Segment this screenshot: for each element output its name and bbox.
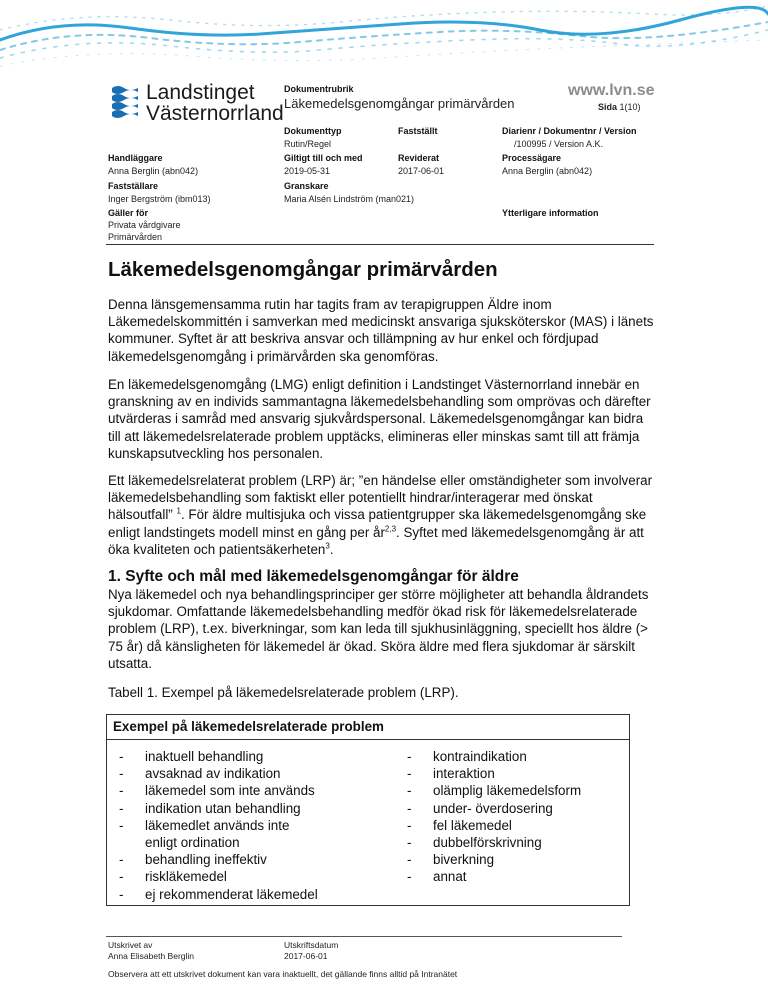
header-wave-decoration — [0, 0, 768, 80]
list-item: - biverkning — [407, 852, 495, 868]
list-item: - fel läkemedel — [407, 817, 512, 833]
doc-type-value: Rutin/Regel — [284, 139, 332, 149]
print-date-value: 2017-06-01 — [284, 951, 328, 961]
list-item: - läkemedlet används inte enligt ordination — [119, 817, 290, 851]
definition-paragraph — [108, 376, 656, 462]
doc-type-label: Dokumenttyp — [284, 126, 342, 136]
granskare-label: Granskare — [284, 181, 329, 191]
galler-value-2: Primärvården — [108, 232, 163, 242]
org-name-line2: Västernorrland — [146, 102, 284, 125]
footnote-ref-2[interactable]: 2,3 — [384, 524, 397, 534]
org-name — [146, 82, 284, 124]
footer-notice: Observera att ett utskrivet dokument kan vara inaktuellt, det gällande finns alltid på Intranätet — [108, 969, 458, 979]
faststallt-label: Fastställt — [398, 126, 438, 136]
list-item: - avsaknad av indikation — [119, 766, 281, 782]
giltigt-label: Giltigt till och med — [284, 153, 363, 163]
page-prefix: Sida — [598, 102, 618, 112]
processagare-value: Anna Berglin (abn042) — [502, 166, 593, 176]
galler-label: Gäller för — [108, 208, 149, 218]
list-item: - interaktion — [407, 766, 495, 782]
header-divider — [106, 244, 654, 245]
processagare-label: Processägare — [502, 153, 562, 163]
landstinget-logo-icon — [108, 84, 142, 120]
lrp-paragraph — [108, 472, 656, 558]
ytterligare-label: Ytterligare information — [502, 208, 599, 218]
reviderat-value: 2017-06-01 — [398, 166, 445, 176]
lrp-table — [106, 714, 630, 906]
list-item: - annat — [407, 869, 467, 885]
website-link[interactable]: www.lvn.se — [568, 82, 655, 99]
page-title: Läkemedelsgenomgångar primärvården — [108, 258, 498, 281]
list-item: - indikation utan behandling — [119, 800, 301, 816]
granskare-value: Maria Alsén Lindström (man021) — [284, 194, 415, 204]
list-item: - kontraindikation — [407, 749, 527, 764]
faststallare-label: Fastställare — [108, 181, 159, 191]
list-item: - dubbelförskrivning — [407, 835, 542, 851]
list-item: - under- överdosering — [407, 800, 553, 816]
lrp-list-right — [395, 748, 615, 903]
section-1-text: Nya läkemedel och nya behandlingsprinciper ger större möjligheter att behandla åldrandets sjukdomar. Omfattande läkemedelsbehandling medför ökad risk för läkemedelsrelaterade problem (LRP), t.ex. biverkningar, som kan leda till sjukhusinläggning, speciellt hos äldre (> 75 år) då känsligheten för läkemedel är ökad. Sköra äldre med flera sjukdomar är särskilt utsatta. — [108, 587, 649, 671]
handlaggare-value: Anna Berglin (abn042) — [108, 166, 199, 176]
list-item: - olämplig läkemedelsform — [407, 783, 582, 799]
intro-text: Denna länsgemensamma rutin har tagits fram av terapigruppen Äldre inom Läkemedelskommittén i samverkan med medicinskt ansvariga sjuksköterskor (MAS) i länets kommuner. Syftet är att beskriva ansvar och tillämpning av hur enkel och fördjupad läkemedelsgenomgång i primärvården ska genomföras. — [108, 297, 654, 364]
doc-rubric-label: Dokumentrubrik — [284, 84, 354, 94]
list-item: - riskläkemedel — [119, 869, 227, 885]
page-value: 1(10) — [619, 102, 641, 112]
page-number — [598, 102, 641, 112]
list-item: - inaktuell behandling — [119, 749, 264, 764]
section-1-paragraph — [108, 586, 656, 672]
printed-by-value: Anna Elisabeth Berglin — [108, 951, 195, 961]
diarienr-value: /100995 / Version A.K. — [514, 139, 604, 149]
intro-paragraph — [108, 296, 656, 365]
lrp-table-header: Exempel på läkemedelsrelaterade problem — [107, 715, 629, 740]
org-name-line1: Landstinget — [146, 81, 255, 104]
lrp-list-left — [107, 748, 395, 903]
table-caption: Tabell 1. Exempel på läkemedelsrelaterade problem (LRP). — [108, 685, 459, 700]
footnote-ref-3[interactable]: 3 — [325, 541, 330, 551]
faststallare-value: Inger Bergström (ibm013) — [108, 194, 211, 204]
definition-text: En läkemedelsgenomgång (LMG) enligt definition i Landstinget Västernorrland innebär en granskning av en individs sammantagna läkemedelsbehandling som omprövas och därefter utvärderas i samråd med ansvarig sjukvårdspersonal. Läkemedelsgenomgångar kan bidra till att läkemedelsrelaterade problem upptäcks, elimineras eller minskas samt till att främja kunskapsutveckling hos personalen. — [108, 377, 651, 461]
section-1-heading: 1. Syfte och mål med läkemedelsgenomgångar för äldre — [108, 568, 519, 585]
reviderat-label: Reviderat — [398, 153, 440, 163]
footer-divider — [106, 936, 622, 937]
lrp-text: Ett läkemedelsrelaterat problem (LRP) är; ”en händelse eller omständigheter som involverar läkemedelsbehandling som faktiskt eller potentiellt hindrar/interagerar med önskat hälsoutfall” $^1$. För äldre multisjuka och vissa patientgrupper ska läkemedelsgenomgång ske enligt landstingets modell minst en gång per år$^{2,3}$. Syftet med läkemedelsgenomgång är att öka kvaliteten och patientsäkerheten$^3$. — [108, 473, 653, 557]
diarienr-label: Diarienr / Dokumentnr / Version — [502, 126, 637, 136]
handlaggare-label: Handläggare — [108, 153, 163, 163]
list-item: - behandling ineffektiv — [119, 852, 267, 868]
giltigt-value: 2019-05-31 — [284, 166, 331, 176]
galler-value-1: Privata vårdgivare — [108, 220, 181, 230]
footnote-ref-1[interactable]: 1 — [176, 506, 181, 516]
list-item: - läkemedel som inte används — [119, 783, 315, 799]
printed-by-label: Utskrivet av — [108, 940, 153, 950]
list-item: - ej rekommenderat läkemedel — [119, 886, 318, 902]
doc-rubric-value: Läkemedelsgenomgångar primärvården — [284, 96, 515, 111]
print-date-label: Utskriftsdatum — [284, 940, 339, 950]
